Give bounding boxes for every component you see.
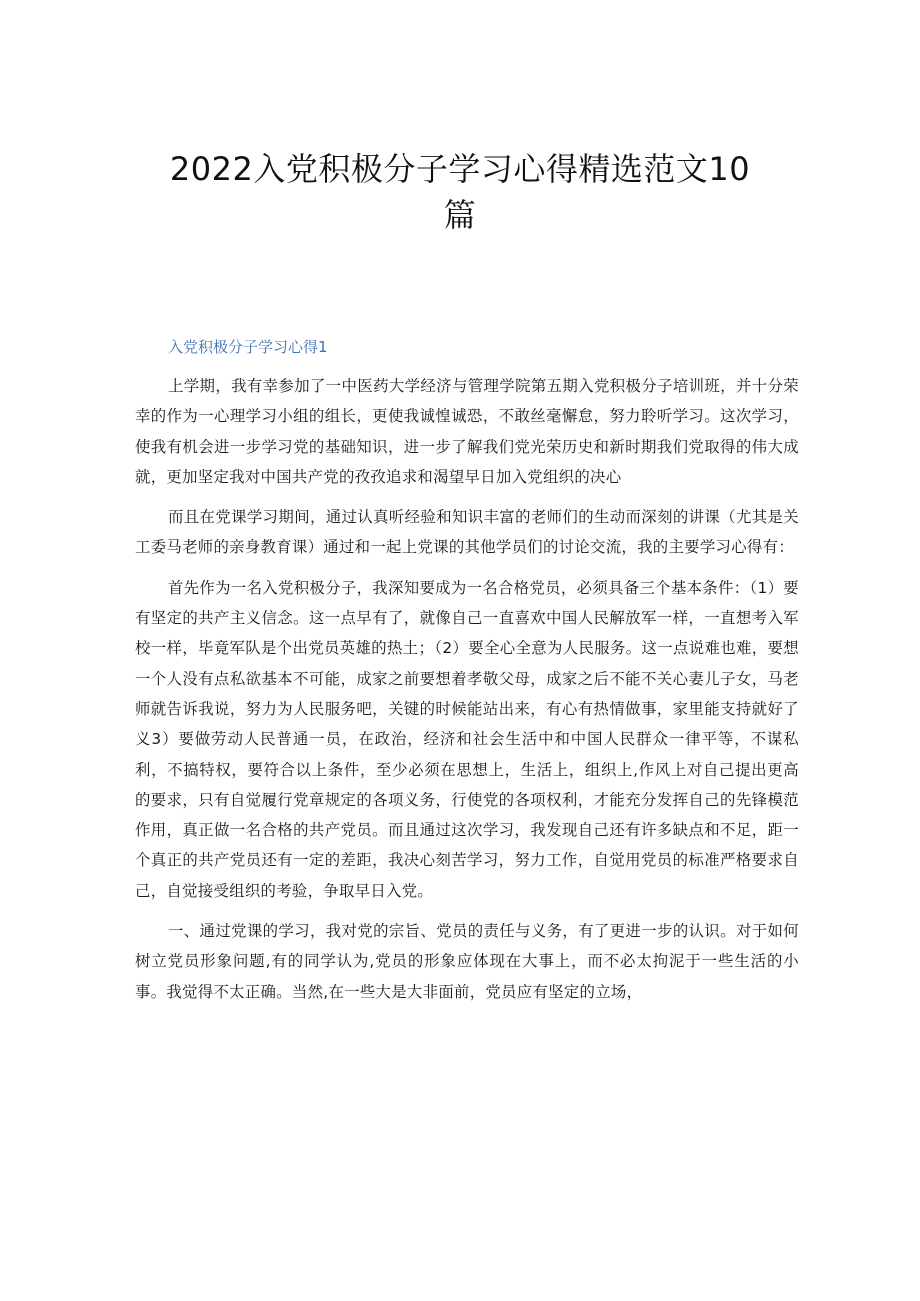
title-line-1: 2022入党积极分子学习心得精选范文10 xyxy=(169,150,751,188)
document-body xyxy=(135,371,799,1017)
document-title xyxy=(120,146,800,238)
section-heading: 入党积极分子学习心得1 xyxy=(168,338,328,356)
title-line-2: 篇 xyxy=(443,196,477,234)
paragraph-4: 一、通过党课的学习，我对党的宗旨、党员的责任与义务，有了更进一步的认识。对于如何树立党员形象问题,有的同学认为,党员的形象应体现在大事上，而不必太拘泥于一些生活的小事。我觉得不太正确。当然,在一些大是大非面前，党员应有坚定的立场， xyxy=(135,922,799,1001)
paragraph-2: 而且在党课学习期间，通过认真听经验和知识丰富的老师们的生动而深刻的讲课（尤其是关工委马老师的亲身教育课）通过和一起上党课的其他学员们的讨论交流，我的主要学习心得有： xyxy=(135,508,799,557)
paragraph-1: 上学期，我有幸参加了一中医药大学经济与管理学院第五期入党积极分子培训班，并十分荣幸的作为一心理学习小组的组长，更使我诚惶诚恐，不敢丝毫懈怠，努力聆听学习。这次学习，使我有机会进一步学习党的基础知识，进一步了解我们党光荣历史和新时期我们党取得的伟大成就，更加坚定我对中国共产党的孜孜追求和渴望早日加入党组织的决心 xyxy=(135,377,799,486)
paragraph-3: 首先作为一名入党积极分子，我深知要成为一名合格党员，必须具备三个基本条件：（1）要有坚定的共产主义信念。这一点早有了，就像自己一直喜欢中国人民解放军一样，一直想考入军校一样，毕竟军队是个出党员英雄的热土；（2）要全心全意为人民服务。这一点说难也难，要想一个人没有点私欲基本不可能，成家之前要想着孝敬父母，成家之后不能不关心妻儿子女，马老师就告诉我说，努力为人民服务吧，关键的时候能站出来，有心有热情做事，家里能支持就好了义3）要做劳动人民普通一员，在政治，经济和社会生活中和中国人民群众一律平等，不谋私利，不搞特权，要符合以上条件，至少必须在思想上，生活上，组织上,作风上对自己提出更高的要求，只有自觉履行党章规定的各项义务，行使党的各项权利，才能充分发挥自己的先锋模范作用，真正做一名合格的共产党员。而且通过这次学习，我发现自己还有许多缺点和不足，距一个真正的共产党员还有一定的差距，我决心刻苦学习，努力工作，自觉用党员的标准严格要求自己，自觉接受组织的考验，争取早日入党。 xyxy=(135,578,799,900)
